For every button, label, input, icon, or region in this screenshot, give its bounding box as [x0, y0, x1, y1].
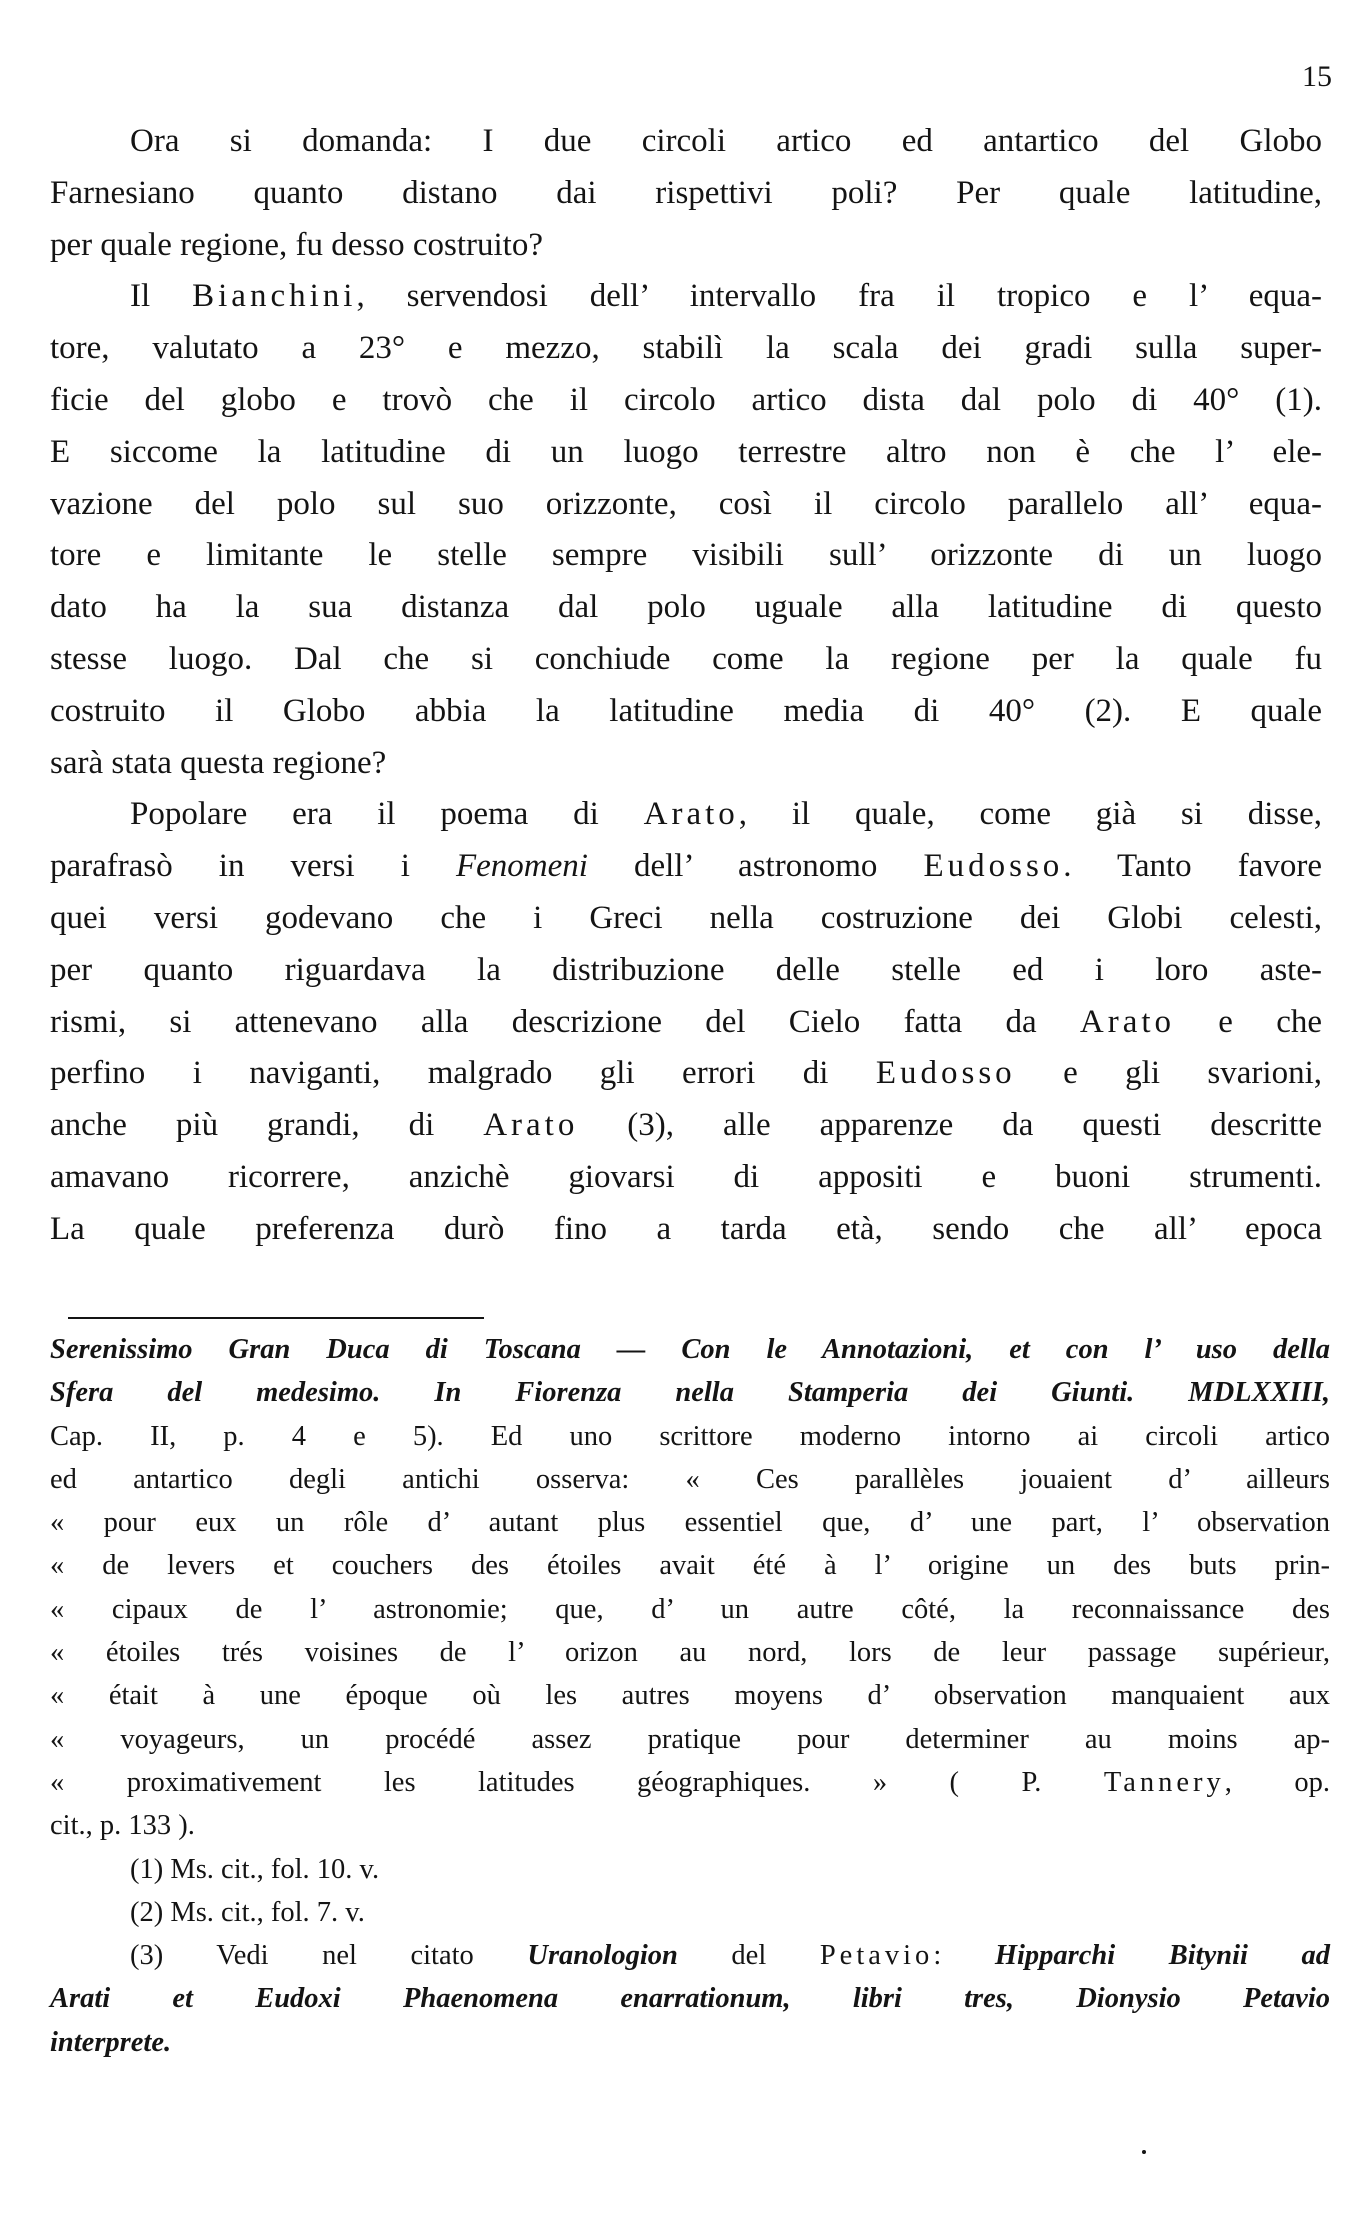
footnote-line — [50, 2021, 1330, 2064]
footnote-line — [50, 1631, 1330, 1674]
text-run: e gli svarioni, — [1015, 1055, 1322, 1092]
text-run: tore, valutato a 23° e mezzo, stabilì la scala dei gradi sulla super- — [50, 330, 1322, 367]
footnote-line — [50, 1977, 1330, 2020]
text-line — [50, 479, 1322, 531]
text-run: Farnesiano quanto distano dai rispettivi poli? Per quale latitudine, — [50, 174, 1322, 211]
text-line — [50, 427, 1322, 479]
footnote-line — [50, 1328, 1330, 1371]
text-run: vazione del polo sul suo orizzonte, così il circolo parallelo all’ equa- — [50, 485, 1322, 522]
text-line — [50, 997, 1322, 1049]
text-line — [50, 116, 1322, 168]
text-run: rismi, si attenevano alla descrizione del Cielo fatta da — [50, 1003, 1080, 1040]
text-run: ed antartico degli antichi osserva: « Ces parallèles jouaient d’ ailleurs — [50, 1463, 1330, 1495]
text-run: Bianchini — [192, 278, 357, 315]
text-run: Il — [130, 278, 193, 315]
text-line — [50, 738, 1322, 790]
text-run: « était à une époque où les autres moyens d’ observation manquaient aux — [50, 1680, 1330, 1712]
text-run: Popolare era il poema di — [130, 796, 644, 833]
page-number: 15 — [1302, 60, 1332, 93]
text-run: « pour eux un rôle d’ autant plus essentiel que, d’ une part, l’ observation — [50, 1507, 1330, 1539]
footnote-line — [50, 1718, 1330, 1761]
text-run: : — [933, 1940, 995, 1972]
text-run: stesse luogo. Dal che si conchiude come la regione per la quale fu — [50, 640, 1322, 677]
text-run: Eudosso — [875, 1055, 1016, 1092]
text-line — [50, 323, 1322, 375]
text-run: sarà stata questa regione? — [50, 744, 387, 781]
text-run: ficie del globo e trovò che il circolo artico dista dal polo di 40° (1). — [50, 381, 1322, 418]
text-line — [50, 1100, 1322, 1152]
text-run: , il quale, come già si disse, — [738, 796, 1323, 833]
text-run: cit., p. 133 ). — [50, 1810, 195, 1842]
text-line — [50, 634, 1322, 686]
text-line — [50, 271, 1322, 323]
footnote-line — [50, 1544, 1330, 1587]
text-line — [50, 530, 1322, 582]
text-line — [50, 582, 1322, 634]
footnote-divider — [68, 1317, 484, 1319]
text-run: Tannery — [1103, 1766, 1225, 1798]
text-line — [50, 945, 1322, 997]
text-run: parafrasò in versi i — [50, 848, 456, 885]
footnote-line — [50, 1501, 1330, 1544]
text-run: Arato — [483, 1107, 579, 1144]
text-run: Arato — [1079, 1003, 1176, 1040]
text-run: amavano ricorrere, anzichè giovarsi di appositi e buoni strumenti. — [50, 1158, 1322, 1195]
text-run: per quanto riguardava la distribuzione delle stelle ed i loro aste- — [50, 951, 1322, 988]
footnote-line — [50, 1458, 1330, 1501]
text-run: « étoiles trés voisines de l’ orizon au nord, lors de leur passage supérieur, — [50, 1637, 1330, 1669]
ink-dot — [1142, 2150, 1146, 2154]
text-run: costruito il Globo abbia la latitudine media di 40° (2). E quale — [50, 692, 1322, 729]
text-run: Sfera del medesimo. In Fiorenza nella Stamperia dei Giunti. MDLXXIII, — [50, 1377, 1330, 1409]
footnote-2 — [50, 1891, 1330, 1934]
text-run: Serenissimo Gran Duca di Toscana — Con le Annotazioni, et con l’ uso della — [50, 1334, 1330, 1365]
text-run: del — [677, 1940, 820, 1972]
text-run: , op. — [1224, 1766, 1330, 1798]
footnote-line — [50, 1674, 1330, 1717]
text-run: tore e limitante le stelle sempre visibili sull’ orizzonte di un luogo — [50, 537, 1322, 574]
text-run: La quale preferenza durò fino a tarda età, sendo che all’ epoca — [50, 1210, 1322, 1247]
text-line — [50, 1204, 1322, 1256]
text-run: « voyageurs, un procédé assez pratique pour determiner au moins ap- — [50, 1723, 1330, 1755]
main-text — [50, 116, 1322, 1256]
text-run: quei versi godevano che i Greci nella costruzione dei Globi celesti, — [50, 899, 1322, 936]
footnote-line — [50, 1588, 1330, 1631]
text-run: dato ha la sua distanza dal polo uguale alla latitudine di questo — [50, 589, 1322, 626]
text-run: anche più grandi, di — [50, 1107, 484, 1144]
text-run: (3), alle apparenze da questi descritte — [578, 1107, 1322, 1144]
text-run: « proximativement les latitudes géographiques. » ( P. — [50, 1766, 1104, 1798]
text-run: Eudosso — [923, 848, 1064, 885]
text-line — [50, 893, 1322, 945]
text-run: Ora si domanda: I due circoli artico ed antartico del Globo — [130, 123, 1322, 159]
text-line — [50, 168, 1322, 220]
text-run: interprete. — [50, 2026, 172, 2058]
text-line — [50, 841, 1322, 893]
footnote-line — [50, 1371, 1330, 1414]
footnote-line — [50, 1415, 1330, 1458]
text-line — [50, 220, 1322, 272]
text-run: dell’ astronomo — [587, 848, 924, 885]
footnote-line — [50, 1804, 1330, 1847]
text-line — [50, 375, 1322, 427]
text-run: Uranologion — [527, 1940, 678, 1972]
text-run: Arati et Eudoxi Phaenomena enarrationum, libri tres, Dionysio Petavio — [50, 1983, 1330, 2015]
text-run: « cipaux de l’ astronomie; que, d’ un autre côté, la reconnaissance des — [50, 1593, 1330, 1625]
text-run: « de levers et couchers des étoiles avait été à l’ origine un des buts prin- — [50, 1550, 1330, 1582]
text-run: per quale regione, fu desso costruito? — [50, 226, 544, 263]
footnote-line — [50, 1761, 1330, 1804]
text-run: . Tanto favore — [1063, 848, 1322, 885]
footnotes — [50, 1328, 1330, 2064]
text-run: (1) Ms. cit., fol. 10. v. — [130, 1853, 380, 1885]
text-run: (2) Ms. cit., fol. 7. v. — [130, 1896, 365, 1928]
footnote-1 — [50, 1848, 1330, 1891]
footnote-3 — [50, 1934, 1330, 1977]
text-run: , servendosi dell’ intervallo fra il tropico e l’ equa- — [356, 278, 1322, 315]
text-line — [50, 1048, 1322, 1100]
text-run: perfino i naviganti, malgrado gli errori di — [50, 1055, 876, 1092]
text-run: Fenomeni — [455, 848, 588, 885]
text-line — [50, 1152, 1322, 1204]
text-line — [50, 789, 1322, 841]
text-run: (3) Vedi nel citato — [130, 1940, 528, 1972]
text-line — [50, 686, 1322, 738]
text-run: E siccome la latitudine di un luogo terrestre altro non è che l’ ele- — [50, 433, 1322, 470]
text-run: Hipparchi Bitynii ad — [994, 1940, 1330, 1972]
text-run: Cap. II, p. 4 e 5). Ed uno scrittore moderno intorno ai circoli artico — [50, 1420, 1330, 1452]
text-run: e che — [1175, 1003, 1322, 1040]
text-run: Arato — [643, 796, 739, 833]
text-run: Petavio — [819, 1940, 934, 1972]
